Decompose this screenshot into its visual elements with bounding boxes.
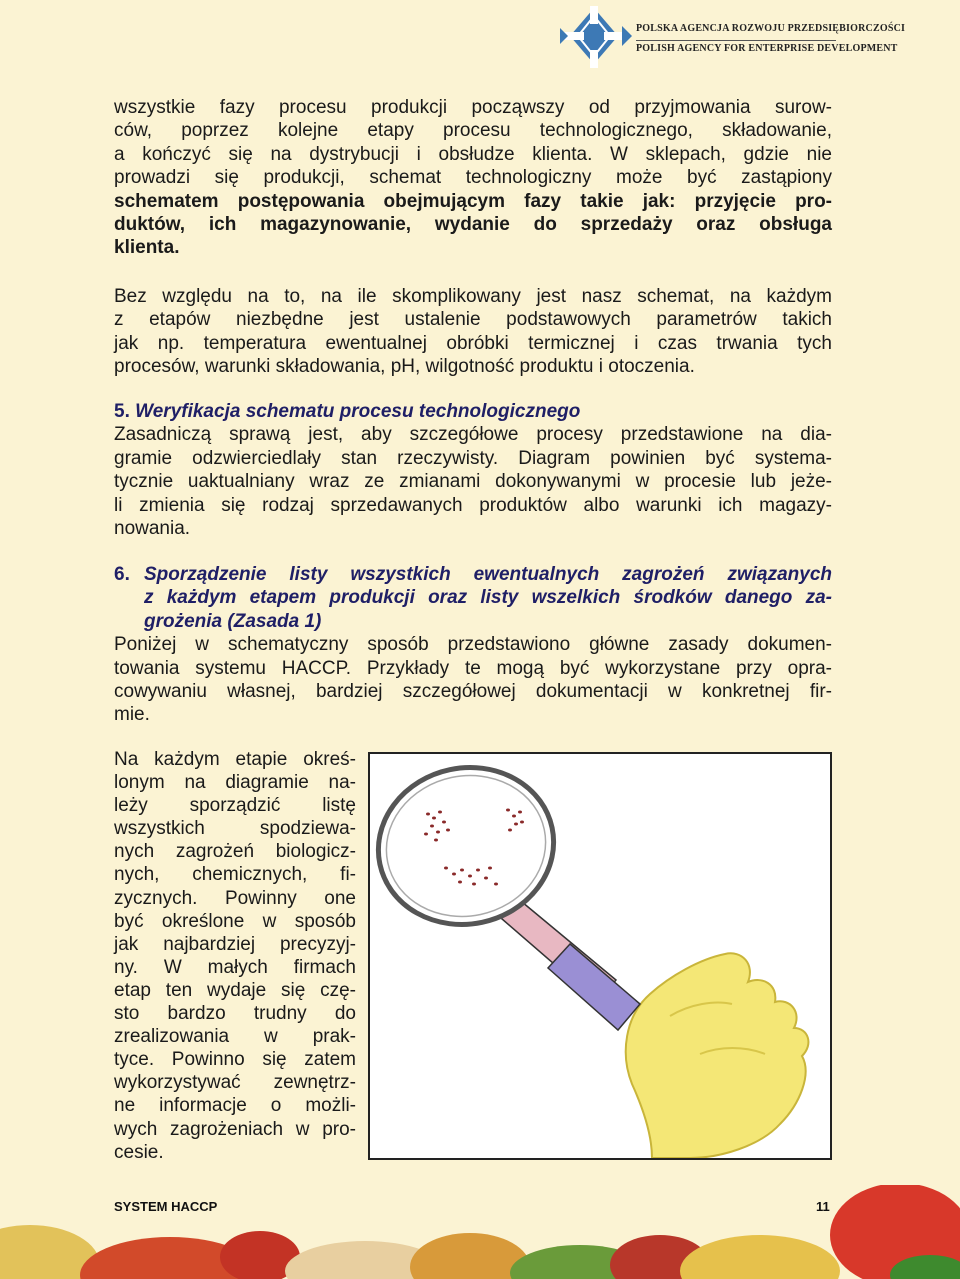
logo-divider: [636, 40, 836, 41]
section-5-line: Zasadniczą sprawą jest, aby szczegółowe procesy przedstawione na dia-: [114, 424, 832, 446]
intro-bold-line: schematem postępowania obejmującym fazy takie jak: przyjęcie pro-: [114, 190, 832, 212]
section-6-line: cowywaniu własnej, bardziej szczegółowej dokumentacji w konkretnej fir-: [114, 681, 832, 703]
side-text-line: cesie.: [114, 1141, 164, 1163]
section-6-line: Poniżej w schematyczny sposób przedstawiono główne zasady dokumen-: [114, 634, 832, 656]
side-text-line: etap ten wydaje się czę-: [114, 979, 356, 1001]
section-5-line: tycznie uaktualniany wraz ze zmianami dokonywanymi w procesie lub jeże-: [114, 471, 832, 493]
side-text-line: jak najbardziej precyzyj-: [114, 933, 356, 955]
agency-logo-icon: [556, 6, 634, 70]
section-6-heading: [114, 563, 832, 633]
agency-name-en: POLISH AGENCY FOR ENTERPRISE DEVELOPMENT: [636, 43, 898, 54]
section-5-number: 5.: [114, 401, 130, 422]
intro-line: prowadzi się produkcji, schemat technologiczny może być zastąpiony: [114, 167, 832, 189]
side-text-line: wszystkich spodziewa-: [114, 818, 356, 840]
side-text-line: ny. W małych firmach: [114, 956, 356, 978]
side-text-line: sto bardzo trudny do: [114, 1003, 356, 1025]
side-text-line: wych zagrożeniach w pro-: [114, 1118, 356, 1140]
intro-bold-line: duktów, ich magazynowanie, wydanie do sprzedaży oraz obsługa: [114, 214, 832, 236]
section-6-number: 6.: [114, 564, 130, 585]
intro-line: a kończyć się na dystrybucji i obsłudze klienta. W sklepach, gdzie nie: [114, 143, 832, 165]
side-text-line: nych, chemicznych, fi-: [114, 864, 356, 886]
paragraph-line: procesów, warunki składowania, pH, wilgotność produktu i otoczenia.: [114, 356, 695, 378]
agency-logo: [556, 6, 906, 70]
side-text-line: wykorzystywać zewnętrz-: [114, 1072, 356, 1094]
section-6-line: towania systemu HACCP. Przykłady te mogą być wykorzystane przy opra-: [114, 657, 832, 679]
section-6-title-line: Sporządzenie listy wszystkich ewentualnych zagrożeń związanych: [144, 564, 832, 585]
agency-name-pl: POLSKA AGENCJA ROZWOJU PRZEDSIĘBIORCZOŚCI: [636, 23, 906, 34]
page-number: 11: [816, 1199, 830, 1214]
section-6-title-line: z każdym etapem produkcji oraz listy wszelkich środków danego za-: [144, 587, 832, 609]
magnifying-glass-drawing: [370, 754, 830, 1158]
section-6-title-line: grożenia (Zasada 1): [144, 610, 322, 632]
side-text-line: zycznych. Powinny one: [114, 887, 356, 909]
section-5-line: li zmienia się rodzaj sprzedawanych produktów albo warunki ich magazy-: [114, 494, 832, 516]
side-text-line: zrealizowania w prak-: [114, 1026, 356, 1048]
side-text-line: lonym na diagramie na-: [114, 772, 356, 794]
intro-bold-line: klienta.: [114, 237, 180, 259]
hazard-side-text: [114, 748, 356, 1164]
section-5: [114, 400, 832, 540]
intro-paragraph: [114, 96, 832, 260]
side-text-line: nych zagrożeń biologicz-: [114, 841, 356, 863]
side-text-line: leży sporządzić listę: [114, 795, 356, 817]
paragraph-line: jak np. temperatura ewentualnej obróbki termicznej i czas trwania tych: [114, 332, 832, 354]
section-5-line: gramie odzwierciedlały stan rzeczywisty. Diagram powinien być systema-: [114, 447, 832, 469]
magnifier-illustration: [368, 752, 832, 1160]
paragraph-line: z etapów niezbędne jest ustalenie podstawowych parametrów takich: [114, 309, 832, 331]
handle-grip: [548, 944, 640, 1030]
intro-line: ców, poprzez kolejne etapy procesu technologicznego, składowanie,: [114, 120, 832, 142]
side-text-line: ne informacje o możli-: [114, 1095, 356, 1117]
side-text-line: tyce. Powinno się zatem: [114, 1049, 356, 1071]
vegetable-shape: [680, 1235, 840, 1279]
side-text-line: Na każdym etapie okreś-: [114, 749, 356, 770]
side-text-line: być określone w sposób: [114, 910, 356, 932]
section-6: [114, 563, 832, 727]
paragraph-line: Bez względu na to, na ile skomplikowany jest nasz schemat, na każdym: [114, 286, 832, 307]
intro-line: wszystkie fazy procesu produkcji począwszy od przyjmowania surow-: [114, 97, 832, 118]
section-5-heading: [114, 400, 832, 423]
section-5-line: nowania.: [114, 518, 191, 540]
section-5-title: Weryfikacja schematu procesu technologicznego: [135, 401, 581, 422]
lens-rim: [370, 754, 568, 941]
footer-title: SYSTEM HACCP: [114, 1199, 218, 1214]
hand-shape: [626, 953, 809, 1158]
parameters-paragraph: [114, 285, 832, 379]
section-6-line: mie.: [114, 704, 150, 726]
